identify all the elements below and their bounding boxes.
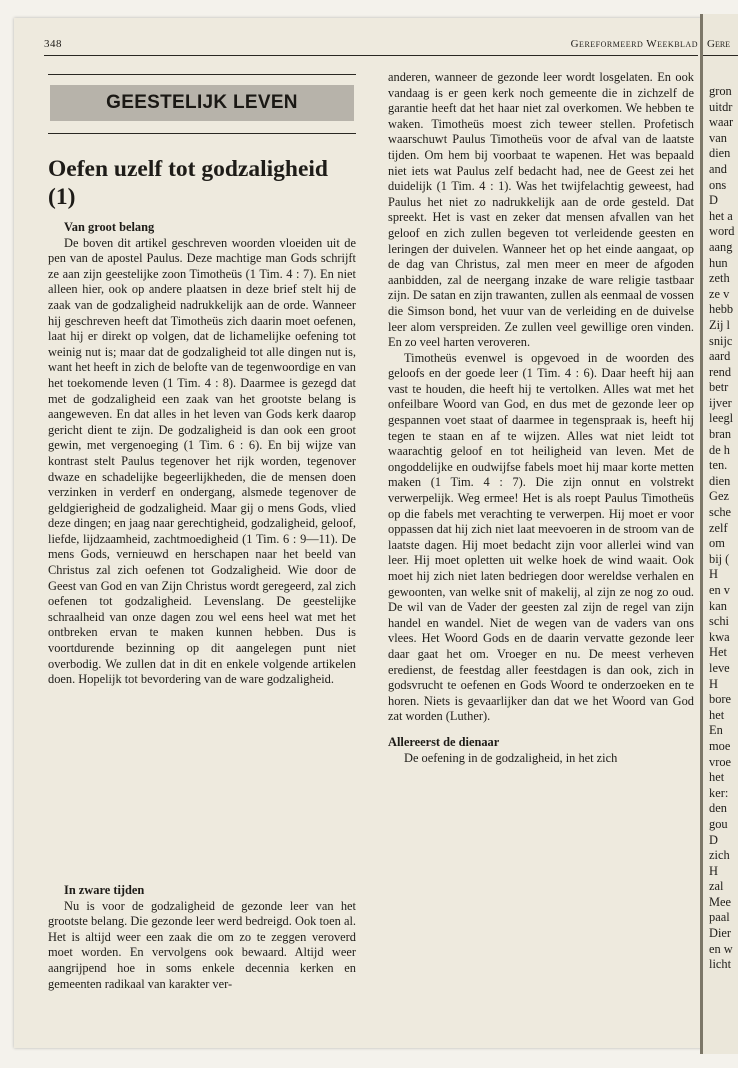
next-page-line: bran xyxy=(709,427,732,442)
next-page-line: van xyxy=(709,130,727,145)
next-page-line: ker: xyxy=(709,785,729,800)
next-page-line: waar xyxy=(709,115,734,130)
next-page-line: snijc xyxy=(709,333,733,348)
subheading-van-groot-belang: Van groot belang xyxy=(64,220,155,234)
next-page-line: ijver xyxy=(709,395,732,410)
next-page-line: aang xyxy=(709,239,733,254)
next-page-line: uitdr xyxy=(709,99,733,114)
next-page-line: ons xyxy=(709,177,727,192)
next-page-line: de h xyxy=(709,442,730,457)
page-number: 348 xyxy=(44,38,62,50)
subheading-allereerst-de-dienaar: Allereerst de dienaar xyxy=(388,734,500,749)
next-page-line: betr xyxy=(709,380,729,395)
next-page-line: aard xyxy=(709,349,731,364)
next-page-line: kwa xyxy=(709,629,730,644)
header-rule xyxy=(44,55,698,56)
next-page-line: Gez xyxy=(709,489,729,504)
next-page-line: zeth xyxy=(709,271,730,286)
next-page-line: Zij l xyxy=(709,317,730,332)
next-page-edge xyxy=(700,14,738,1054)
next-page-line: H xyxy=(709,567,718,582)
next-page-line: dien xyxy=(709,146,731,161)
next-page-line: het a xyxy=(709,208,733,223)
subheading-in-zware-tijden: In zware tijden xyxy=(64,883,145,897)
left-column xyxy=(48,220,356,688)
right-column xyxy=(388,70,694,766)
next-page-line: kan xyxy=(709,598,727,613)
next-page-line: dien xyxy=(709,473,731,488)
next-page-line: hebb xyxy=(709,302,734,317)
next-page-line: D xyxy=(709,193,718,208)
next-page-line: vroe xyxy=(709,754,732,769)
next-page-line: en v xyxy=(709,583,730,597)
next-page-line: zal xyxy=(709,879,724,894)
paragraph: De boven dit artikel geschreven woorden vloeiden uit de pen van de apostel Paulus. Deze machtige man Gods schrijft ze aan zijn geestelijke zoon Timotheüs (1 Tim. 4 : 7). En niet alleen hier, ook op andere plaatsen in deze brief stelt hij de zaak van de godzaligheid nadrukkelijk aan de orde. Wanneer hij geschreven heeft dat Timotheüs zich daarin moet oefenen, laat hij er direkt op volgen, dat de lichamelijke oefening tot weinig nut is; maar dat de godzaligheid tot alle dingen nut is, want het heeft in zich de belofte van de tegenwoordige en van het toekomende leven (1 Tim. 4 : 8). Daarmee is gezegd dat met de godzaligheid een zaak van het grootste belang is aangeweven. En dat alles in het leven van Gods kerk daarop gericht dient te zijn. De godzaligheid is dan ook een groot gewin, met vergenoeging (1 Tim. 6 : 6). En bij wijze van kontrast stelt Paulus tegenover het rijk worden, tegenover dwaze en schadelijke begeerlijkheden, die de mensen doen verzinken in verderf en ondergang, alsmede tegenover de geldgierigheid de godzaligheid. Maar gij o mens Gods, vlied deze dingen; en jaag naar gerechtigheid, godzaligheid, geloof, liefde, lijdzaamheid, zachtmoedigheid (1 Tim. 6 : 9—11). De mens Gods, vernieuwd en herschapen naar het beeld van Christus zal zich oefenen tot Godzaligheid. Wie door de Geest van God en van Zijn Christus wordt geregeerd, zal zich oefenen tot godzaligheid. Levenslang. De geestelijke schraalheid van onze dagen zou wel eens heel wat met het ontbreken ervan te maken kunnen hebben. Dus is voortdurende bezinning op dit aangelegen punt niet overbodig. We zullen dat in dit en enkele volgende artikelen doen. Hopelijk tot bevordering van de ware godzaligheid. xyxy=(48,235,356,687)
next-page-line: bore xyxy=(709,692,732,707)
next-page-rule xyxy=(703,55,738,56)
next-page-line: H xyxy=(709,676,718,691)
next-page-line: rend xyxy=(709,364,732,379)
next-page-line: gou xyxy=(709,816,728,831)
left-column-lower xyxy=(48,883,356,992)
paragraph: Timotheüs evenwel is opgevoed in de woorden des geloofs en der goede leer (1 Tim. 4 : 6). Daar heeft hij aan vast te houden, die heeft hij te vertolken. Alles wat met het onfeilbare Woord van God, en dus met de gezonde leer op gespannen voet staat of daarmee in tegenspraak is, heeft hij tegen te staan en af te wijzen. Alles wat niet leidt tot waarachtig geloof en tot heiligheid van leven. Met de ongoddelijke en oudwijfse fabels moet hij maar korte metten maken (1 Tim. 4 : 7). Die zijn onnut en volstrekt verwerpelijk. Weg ermee! Het is als roept Paulus Timotheüs op die fabels met verachting te verwerpen. Hij moet er voor oppassen dat hij zich niet laat meevoeren in de stroom van de laatste dagen. Hij moet bedacht zijn voor allerlei wind van leer. Hij moet opletten uit welke hoek de wind waait. Ook moet hij zich niet laten bedriegen door wereldse verhalen en gewoonten, van welke snit of makelij, al zijn ze nog zo oud. De wil van de Vader der geesten zal zijn de regel van zijn handel en wandel. Niet de wegen van de vaders van ons vlees. Het Woord Gods en de daarin vervatte gezonde leer daar gaat het om. Vroeger en nu. De meest verheven eredienst, de feestdag aller feestdagen is dan ook, zich in godsvrucht te oefenen en Gods Woord te onderzoeken en te horen. Niets is gevaarlijker dan dat we het Woord van God zat worden (Luther). xyxy=(388,350,694,724)
paragraph: Nu is voor de godzaligheid de gezonde leer van het grootste belang. Die gezonde leer werd bedreigd. Ook toen al. Het is altijd weer een zaak die om zo te zeggen veroverd moet worden. En vervolgens ook bewaard. Altijd weer aangrijpend hoe in soms enkele decennia kerken en gemeenten radikaal van karakter ver- xyxy=(48,898,356,991)
next-page-line: D xyxy=(709,832,718,847)
journal-title: Gereformeerd Weekblad xyxy=(570,38,698,50)
next-page-line: H xyxy=(709,863,718,878)
next-page-line: den xyxy=(709,801,727,816)
next-page-line: zelf xyxy=(709,520,728,535)
next-page-line: zich xyxy=(709,848,730,863)
paragraph: anderen, wanneer de gezonde leer wordt losgelaten. En ook vandaag is er geen kerk noch gemeente die in zichzelf de garantie heeft dat het haar niet zal overkomen. We hebben te waken. Timotheüs moest zich teweer stellen. Profetisch waarschuwt Paulus Timotheüs voor de afval van de laatste tijden. Om hem bij voorbaat te wapenen. Het was bepaald niet iets wat Paulus zelf bedacht had, nee de Geest zei het duidelijk (1 Tim. 4 : 1). Was het twijfelachtig geweest, had Paulus het niet zo nadrukkelijk aan de orde gesteld. Dat spreekt. Het is vast en zeker dat mensen afvallen van het geloof en zich zullen begeven tot verleidende geesten en leringen der duivelen. Wanneer het op het einde aangaat, op de dag van Christus, zal men meer en meer de afgoden aanbidden, zal de neergang inzake de ware religie tastbaar zijn. De satan en zijn trawanten, zullen als eenmaal de vossen die Simson bond, het vuur van de verleiding en de duivelse leer alom verspreiden. Ze zullen veel gewillige oren vinden. En zo veel harten veroveren. xyxy=(388,70,694,350)
next-page-line: het xyxy=(709,770,725,785)
next-page-line: Dier xyxy=(709,926,732,941)
next-page-line: sche xyxy=(709,505,732,520)
next-page-line: schi xyxy=(709,614,729,629)
next-page-line: word xyxy=(709,224,735,239)
next-page-line: Mee xyxy=(709,894,732,909)
next-page-line: ze v xyxy=(709,286,730,301)
next-page-line: gron xyxy=(709,84,732,98)
next-page-line: ten. xyxy=(709,458,728,473)
next-page-line: Het xyxy=(709,645,727,660)
next-page-line: en w xyxy=(709,941,733,956)
next-page-line: licht xyxy=(709,957,732,972)
next-page-line: paal xyxy=(709,910,730,925)
next-page-line: En xyxy=(709,723,723,738)
next-page-head: Gere xyxy=(707,38,731,50)
next-page-line: leegl xyxy=(709,411,734,426)
next-page-line: hun xyxy=(709,255,728,270)
article-title: Oefen uzelf tot godzaligheid (1) xyxy=(48,156,329,210)
running-head xyxy=(44,38,698,52)
next-page-line: leve xyxy=(709,660,730,675)
next-page-text xyxy=(709,84,734,973)
next-page-line: het xyxy=(709,707,725,722)
paragraph: De oefening in de godzaligheid, in het zich xyxy=(404,750,618,765)
section-banner xyxy=(48,74,356,134)
section-title: GEESTELIJK LEVEN xyxy=(50,85,354,121)
next-page-line: moe xyxy=(709,738,731,753)
next-page-line: and xyxy=(709,161,727,176)
next-page-line: bij ( xyxy=(709,551,730,566)
next-page-line: om xyxy=(709,536,725,551)
